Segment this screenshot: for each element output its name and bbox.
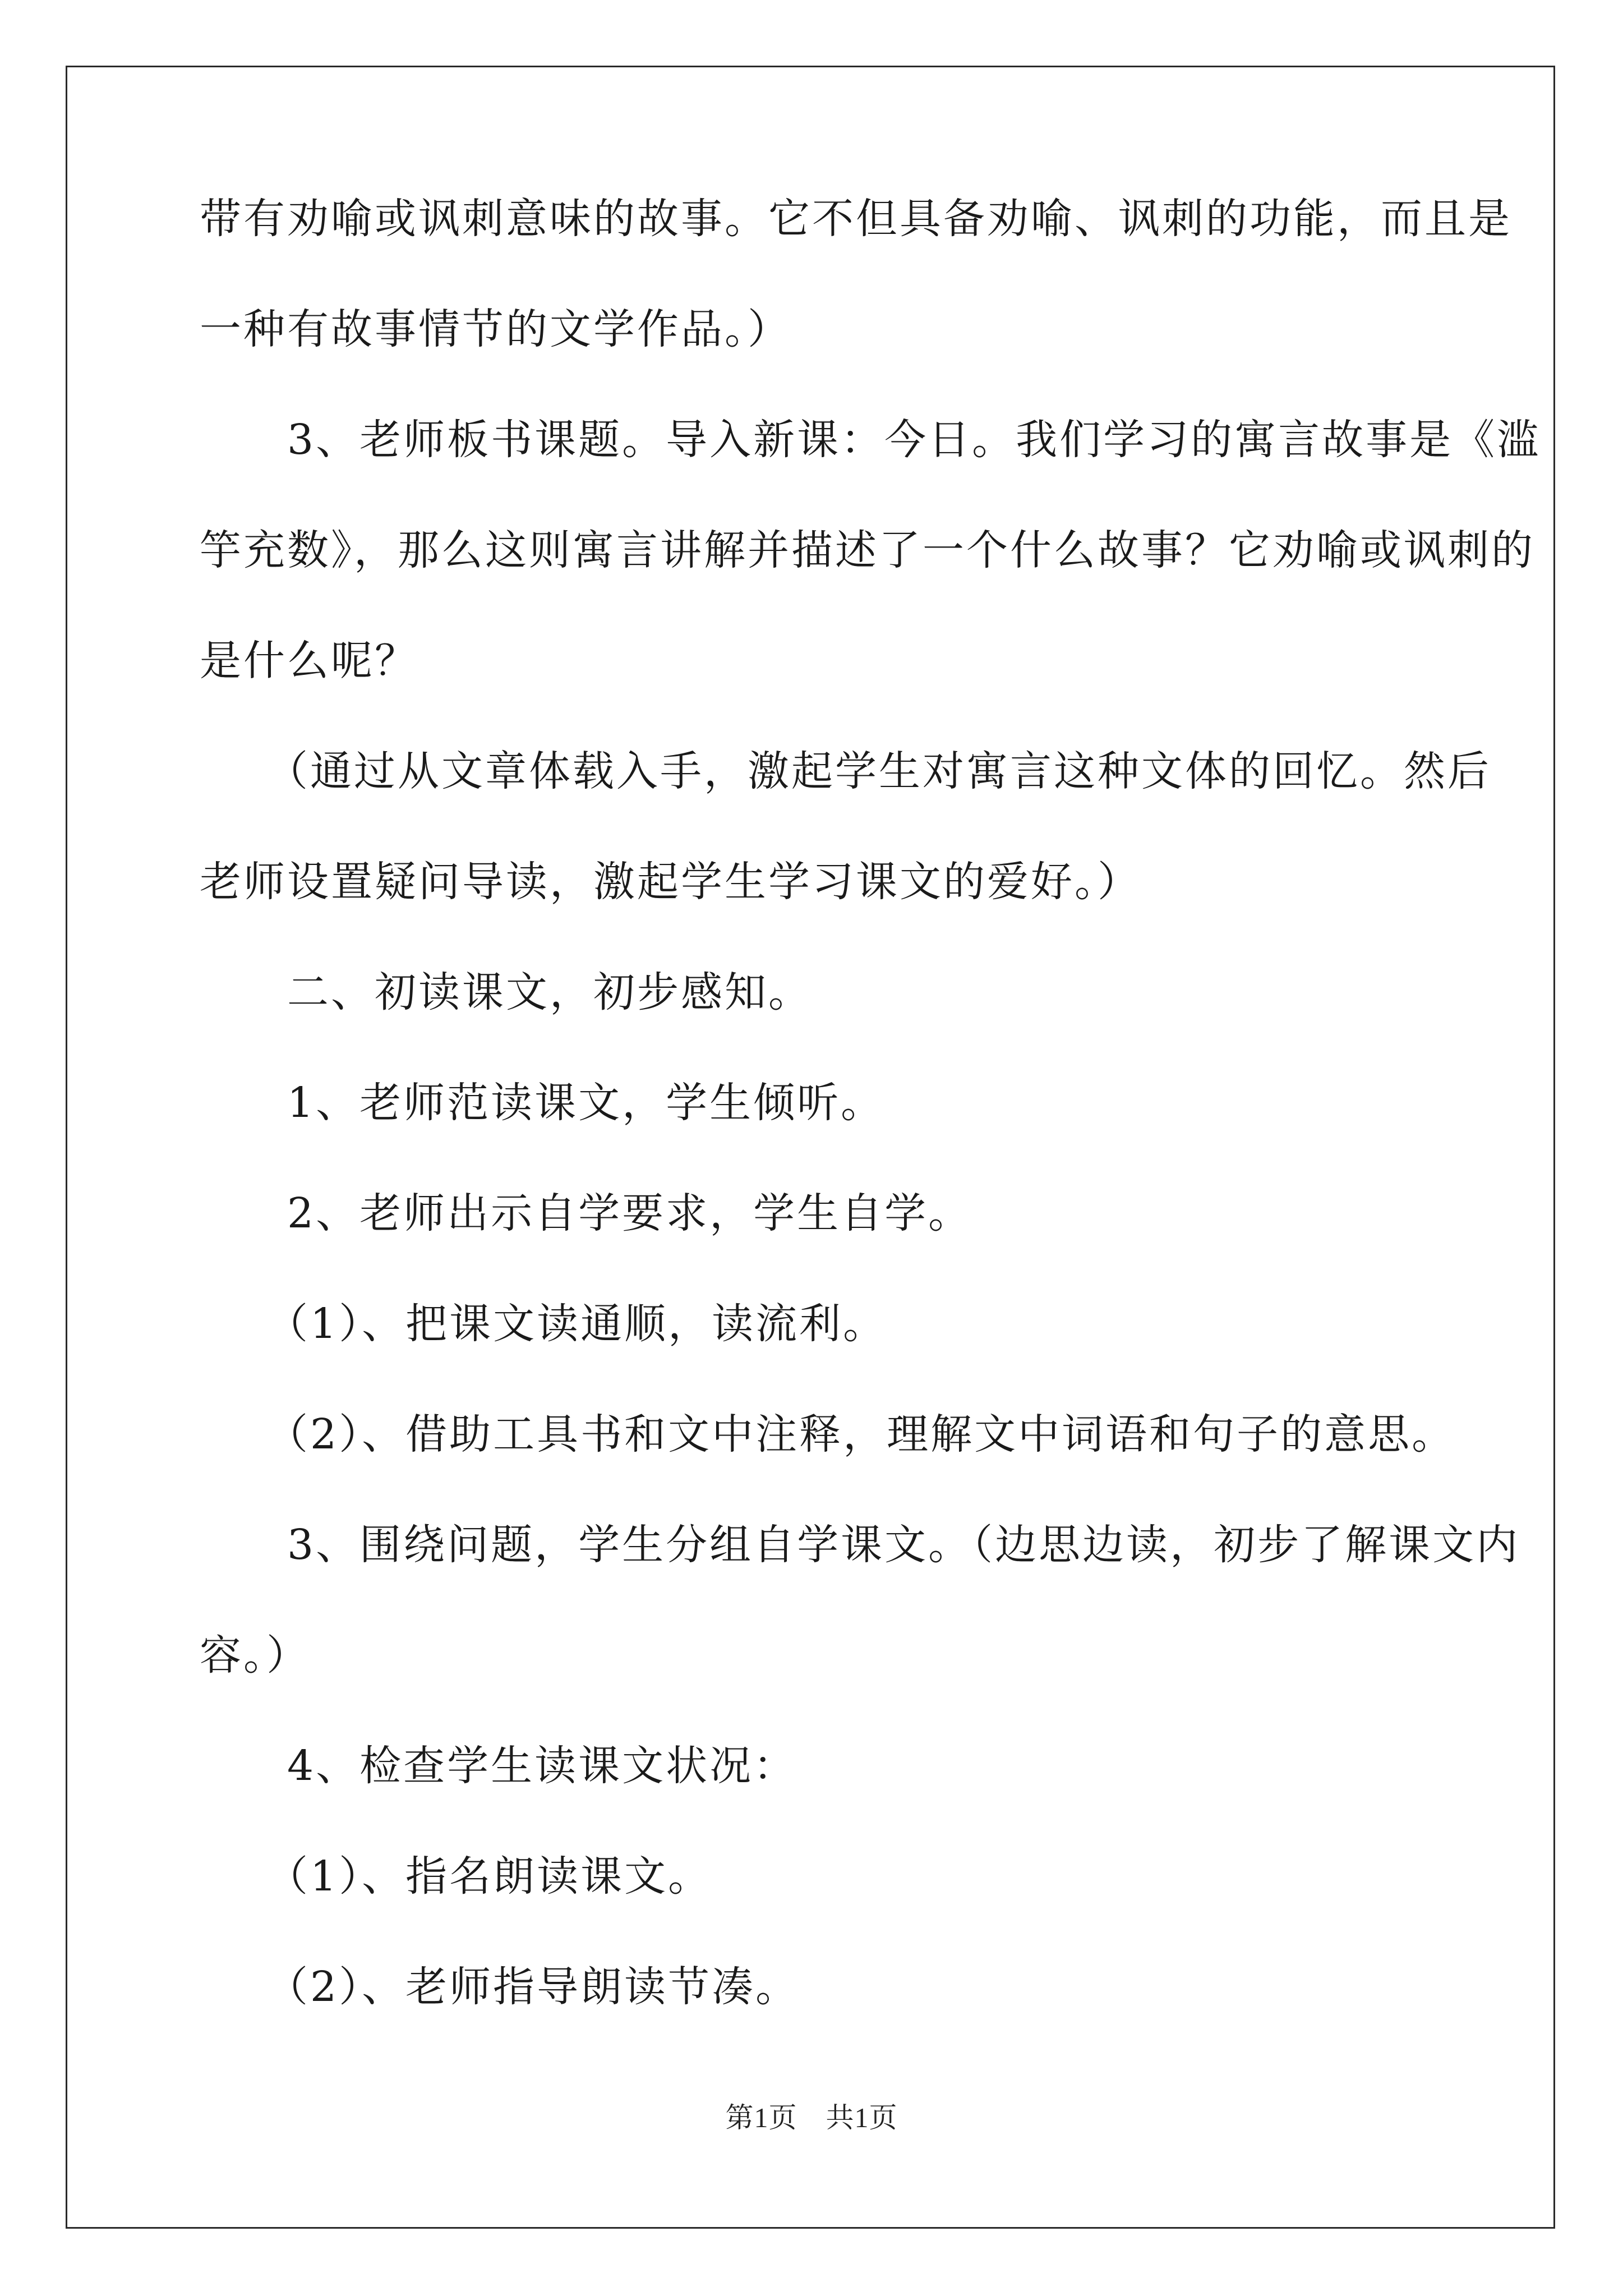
text-line: （2）、老师指导朗读节凑。: [200, 1963, 800, 2011]
text-line: （2）、借助工具书和文中注释，理解文中词语和句子的意思。: [200, 1410, 1456, 1458]
text-line: （通过从文章体载入手，激起学生对寓言这种文体的回忆。然后: [200, 747, 1491, 795]
text-line: 3、围绕问题，学生分组自学课文。（边思边读，初步了解课文内: [200, 1521, 1520, 1569]
text-line: 3、老师板书课题。导入新课：今日。我们学习的寓言故事是《滥: [200, 416, 1541, 464]
text-line: 1、老师范读课文，学生倾听。: [200, 1079, 885, 1127]
text-line: 带有劝喻或讽刺意味的故事。它不但具备劝喻、讽刺的功能，而且是: [200, 195, 1512, 243]
text-line: 一种有故事情节的文学作品。）: [200, 305, 791, 353]
text-line: 是什么呢？: [200, 637, 418, 685]
text-line: 老师设置疑问导读，激起学生学习课文的爱好。）: [200, 858, 1141, 906]
text-line: 2、老师出示自学要求，学生自学。: [200, 1189, 972, 1237]
text-line: 竽充数》，那么这则寓言讲解并描述了一个什么故事？它劝喻或讽刺的: [200, 526, 1535, 574]
text-line: （1）、指名朗读课文。: [200, 1852, 712, 1901]
text-line: （1）、把课文读通顺，读流利。: [200, 1300, 887, 1348]
text-line: 4、检查学生读课文状况：: [200, 1742, 797, 1790]
text-line: 二、初读课文，初步感知。: [200, 968, 812, 1016]
page-number-footer: 第1页 共1页: [725, 2102, 898, 2133]
text-line: 容。）: [200, 1631, 310, 1680]
